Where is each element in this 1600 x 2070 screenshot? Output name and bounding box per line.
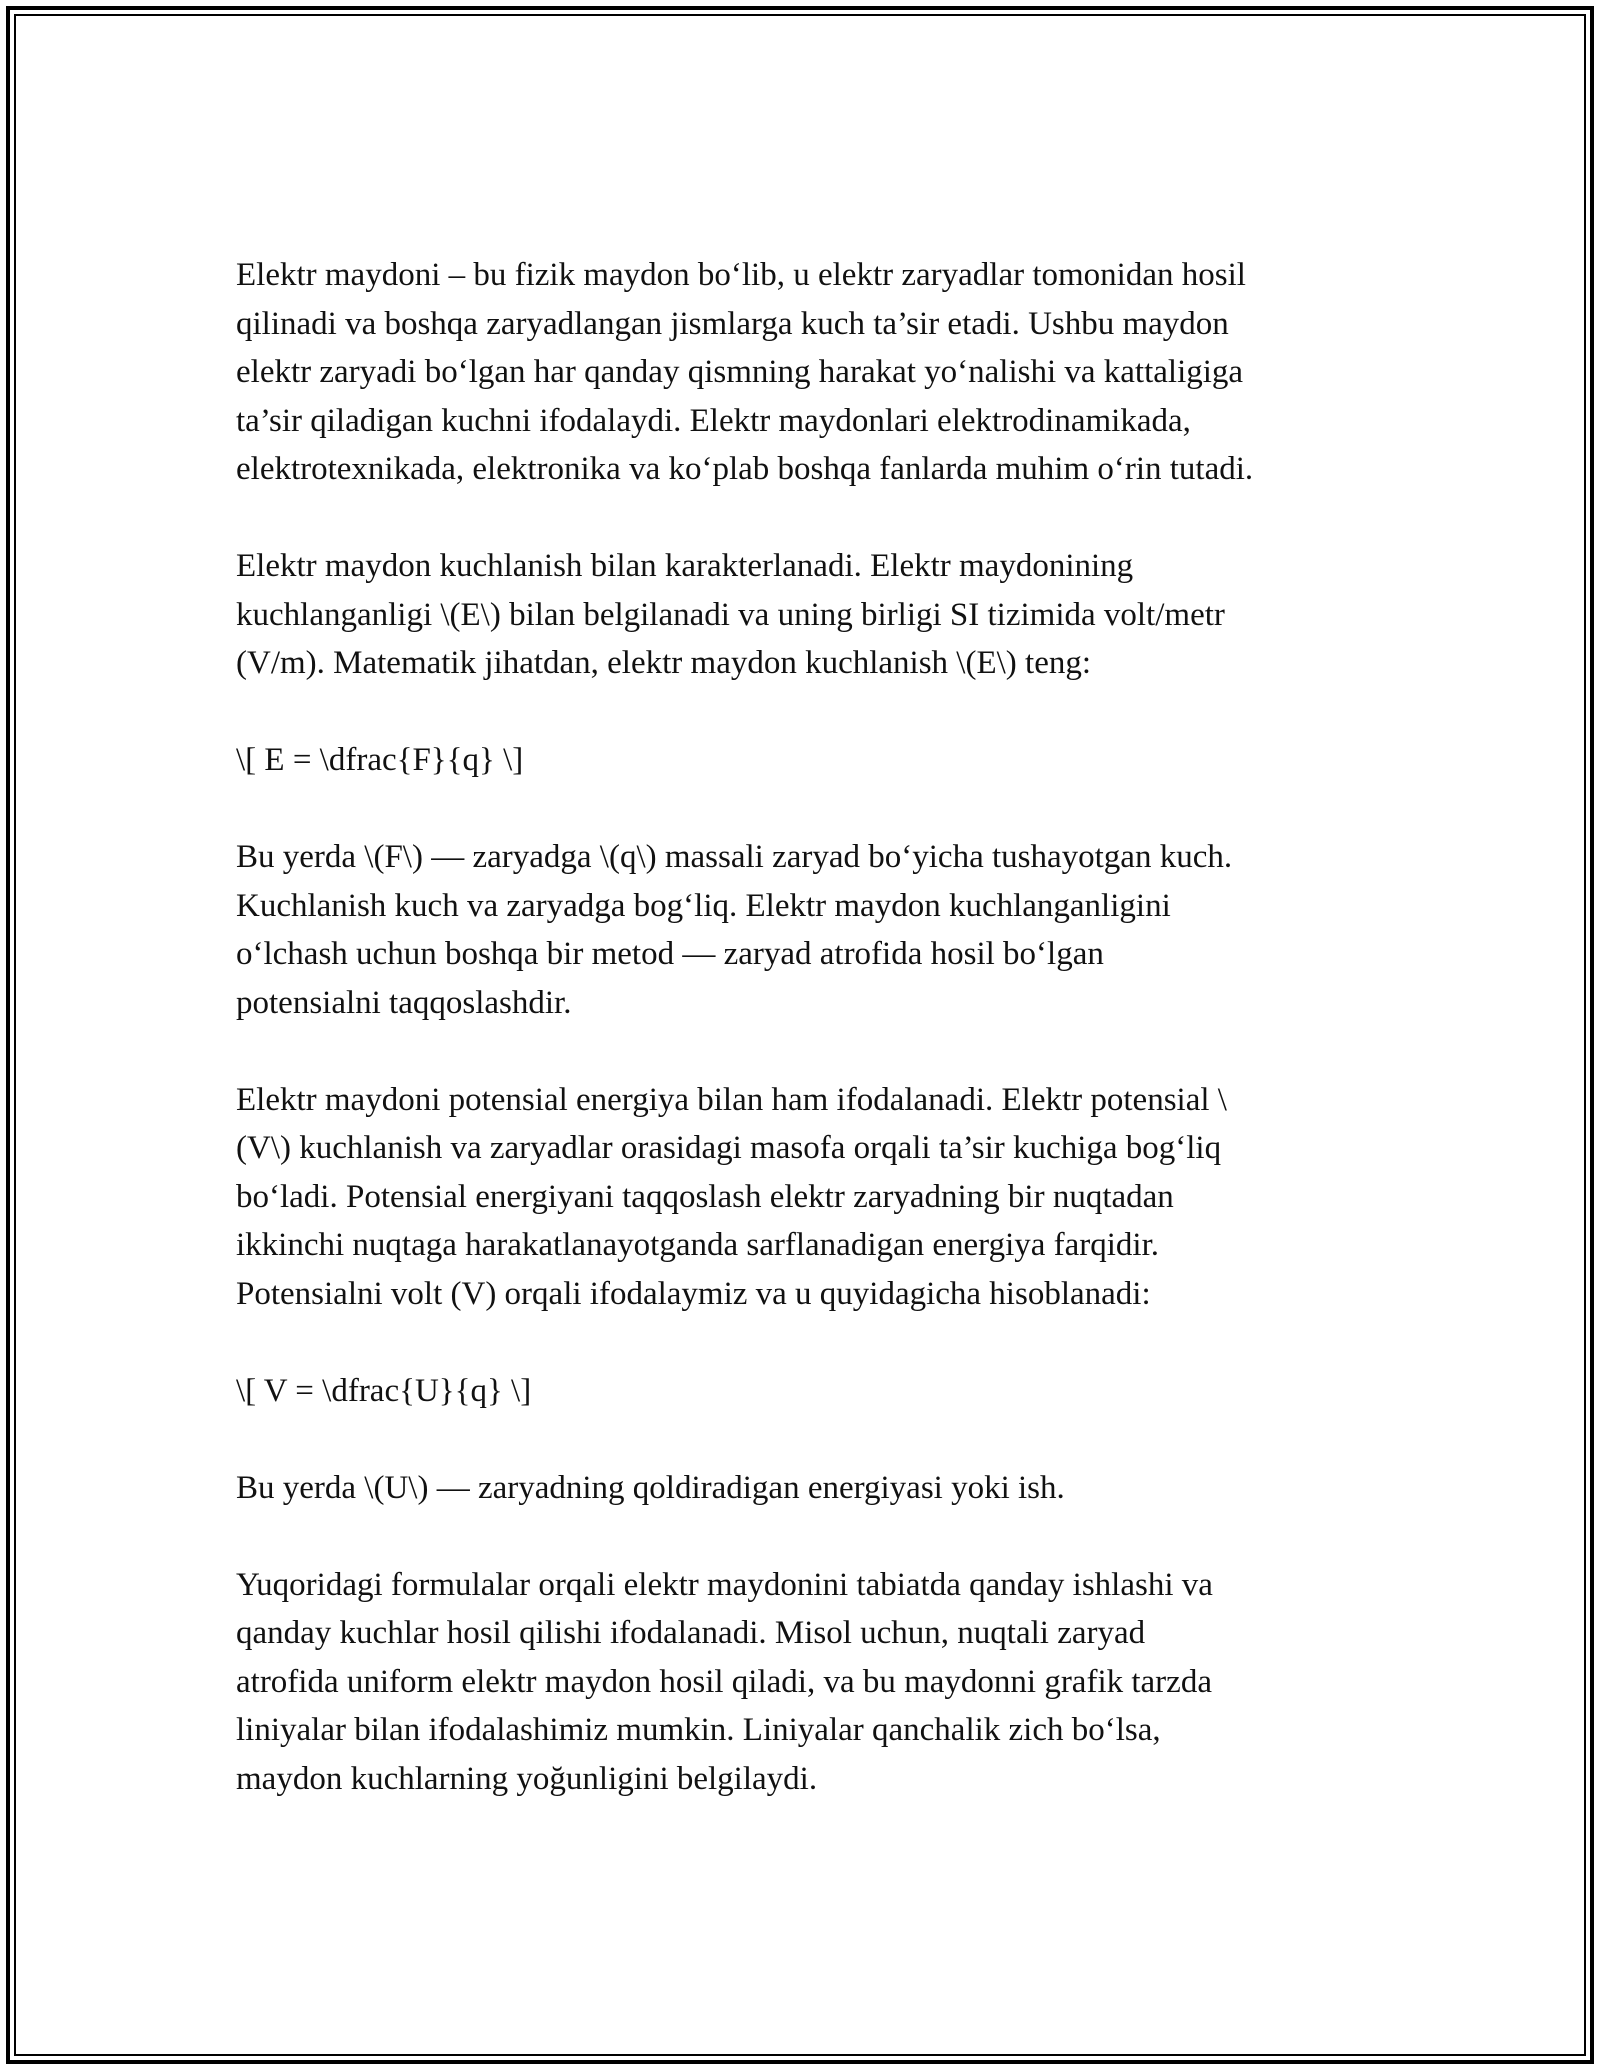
paragraph-field-strength: Elektr maydon kuchlanish bilan karakterlanadi. Elektr maydonining kuchlanganligi \(E\) bilan belgilanadi va uning birligi SI tizimida volt/metr (V/m). Matematik jihatdan, elektr maydon kuchlanish \(E\) teng:	[236, 548, 1225, 681]
paragraph-intro: Elektr maydoni – bu fizik maydon bo‘lib, u elektr zaryadlar tomonidan hosil qilinadi va boshqa zaryadlangan jismlarga kuch ta’sir etadi. Ushbu maydon elektr zaryadi bo‘lgan har qanday qismning harakat yo‘nalishi va kattaligiga ta’sir qiladigan kuchni ifodalaydi. Elektr maydonlari elektrodinamikada, elektrotexnikada, elektronika va ko‘plab boshqa fanlarda muhim o‘rin tutadi.	[236, 257, 1254, 487]
paragraph-conclusion: Yuqoridagi formulalar orqali elektr maydonini tabiatda qanday ishlashi va qanday kuchlar hosil qilishi ifodalanadi. Misol uchun, nuqtali zaryad atrofida uniform elektr maydon hosil qiladi, va bu maydonni grafik tarzda liniyalar bilan ifodalashimiz mumkin. Liniyalar qanchalik zich bo‘lsa, maydon kuchlarning yoğunligini belgilaydi.	[236, 1566, 1213, 1797]
formula-potential: \[ V = \dfrac{U}{q} \]	[236, 1372, 532, 1409]
formula-electric-field: \[ E = \dfrac{F}{q} \]	[236, 742, 524, 778]
paragraph-potential: Elektr maydoni potensial energiya bilan ham ifodalanadi. Elektr potensial \ (V\) kuchlanish va zaryadlar orasidagi masofa orqali ta’sir kuchiga bog‘liq bo‘ladi. Potensial energiyani taqqoslash elektr zaryadning bir nuqtadan ikkinchi nuqtaga harakatlanayotganda sarflanadigan energiya farqidir. Potensialni volt (V) orqali ifodalaymiz va u quyidagicha hisoblanadi:	[236, 1081, 1227, 1312]
paragraph-force-explanation: Bu yerda \(F\) — zaryadga \(q\) massali zaryad bo‘yicha tushayotgan kuch. Kuchlanish kuch va zaryadga bog‘liq. Elektr maydon kuchlanganligini o‘lchash uchun boshqa bir metod — zaryad atrofida hosil bo‘lgan potensialni taqqoslashdir.	[236, 839, 1233, 1021]
paragraph-energy-explanation: Bu yerda \(U\) — zaryadning qoldiradigan energiyasi yoki ish.	[236, 1469, 1065, 1506]
document-body	[236, 251, 1396, 1803]
